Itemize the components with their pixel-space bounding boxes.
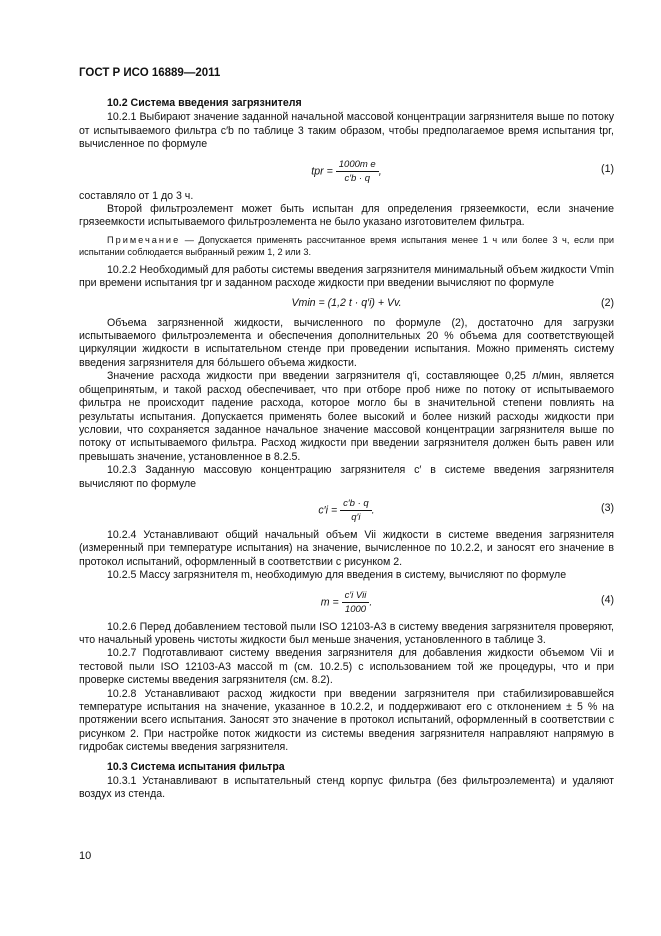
paragraph-10-2-2: 10.2.2 Необходимый для работы системы введения загрязнителя минимальный объем жидкости Vmin при времени испытания tpr и заданном расходе жидкости при введении вычисляют по формуле (79, 263, 614, 290)
formula-3-fraction (340, 497, 372, 525)
paragraph-10-3-1: 10.3.1 Устанавливают в испытательный стенд корпус фильтра (без фильтроэлемента) и удаляют воздух из стенда. (79, 775, 614, 801)
formula-4-lhs: m = (320, 596, 339, 609)
paragraph-flow-rate: Значение расхода жидкости при введении загрязнителя q′i, составляющее 0,25 л/мин, является общепринятым, и такой расход обеспечивает, что при отборе проб ниже по потоку от испытываемого фильтра не происходит падение расхода, которое могло бы в значительной степени повлиять на результаты испытания. Допускается применять более высокий и более низкий расходы жидкости при условии, что сохраняется заданное начальное значение массовой концентрации загрязнителя выше по потоку от испытываемого фильтра. Расход жидкости при введении загрязнителя должен быть равен или превышать значение, установленное в 8.2.5. (79, 370, 614, 463)
formula-3 (79, 491, 614, 529)
paragraph-10-2-4: 10.2.4 Устанавливают общий начальный объем Vii жидкости в системе введения загрязнителя (измеренный при температуре испытания) на значение, вычисленное по 10.2.2, и заносят его значение в протокол испытаний, оформленный в соответствии с рисунком 2. (79, 528, 614, 568)
paragraph-10-2-6: 10.2.6 Перед добавлением тестовой пыли ISO 12103-A3 в систему введения загрязнителя проверяют, что начальный уровень чистоты жидкости был меньше значения, установленного в таблице 3. (79, 620, 614, 646)
formula-1-denominator: c′b · q (344, 173, 371, 185)
formula-3-number: (3) (601, 501, 614, 514)
formula-1-number: (1) (601, 162, 614, 175)
section-title-10-2: 10.2 Система введения загрязнителя (107, 97, 302, 109)
formula-1-fraction (336, 158, 379, 186)
formula-4-number: (4) (601, 593, 614, 606)
document-body (79, 97, 614, 802)
paragraph-10-2-3: 10.2.3 Заданную массовую концентрацию загрязнителя c′ в системе введения загрязнителя вычисляют по формуле (79, 464, 614, 490)
formula-4-fraction (342, 589, 373, 617)
note (79, 234, 614, 258)
section-title-10-3: 10.3 Система испытания фильтра (107, 760, 285, 773)
formula-4-numerator: c′i Vii (342, 589, 370, 603)
formula-3-numerator: c′b · q (340, 497, 372, 511)
formula-1-numerator: 1000m e (336, 158, 379, 172)
formula-4-tail: . (369, 596, 373, 609)
formula-1 (79, 152, 614, 190)
paragraph-10-2-7: 10.2.7 Подготавливают систему введения загрязнителя для добавления жидкости объемом Vii и тестовой пыли ISO 12103-A3 массой m (см. 10.2.5) с использованием той же процедуры, что и при проверке системы введения загрязнителя (см. 8.2). (79, 647, 614, 687)
paragraph-10-2-1: 10.2.1 Выбирают значение заданной начальной массовой концентрации загрязнителя выше по потоку от испытываемого фильтра c′b по таблице 3 таким образом, чтобы предполагаемое время испытания tpr, вычисленное по формуле (79, 111, 614, 151)
formula-3-tail: . (371, 504, 375, 517)
formula-4-denominator: 1000 (344, 603, 367, 615)
formula-3-lhs: c′i = (318, 504, 338, 517)
paragraph-10-2-5: 10.2.5 Массу загрязнителя m, необходимую для введения в систему, вычисляют по формуле (107, 569, 567, 582)
formula-2-number: (2) (601, 296, 614, 309)
paragraph-continuation: составляло от 1 до 3 ч. (79, 189, 194, 202)
paragraph-second-element: Второй фильтроэлемент может быть испытан для определения грязеемкости, если значение грязеемкости испытываемого фильтроэлемента не было указано изготовителем фильтра. (79, 203, 614, 229)
paragraph-10-2-8: 10.2.8 Устанавливают расход жидкости при введении загрязнителя при стабилизировавшейся температуре испытания на значение, указанное в 10.2.2, и поддерживают его с отклонением ± 5 % на протяжении всего испытания. Заносят это значение в протокол испытаний, оформленный в соответствии с рисунком 2. При настройке поток жидкости из системы введения загрязнителя направляют напрямую в гидробак системы введения загрязнителя. (79, 687, 614, 754)
formula-1-lhs: tpr = (311, 165, 333, 178)
formula-4 (79, 583, 614, 621)
page-number: 10 (79, 850, 92, 862)
formula-2-expression: Vmin = (1,2 t · q′i) + Vv. (291, 296, 402, 309)
document-header: ГОСТ Р ИСО 16889—2011 (79, 67, 221, 79)
note-text: — Допускается применять рассчитанное время испытания менее 1 ч или более 3 ч, если при испытании соблюдается выбранный режим 1, 2 или 3. (79, 234, 614, 257)
note-label: Примечание (107, 234, 181, 245)
paragraph-volume: Объема загрязненной жидкости, вычисленного по формуле (2), достаточно для загрузки испытываемого фильтроэлемента и обеспечения дополнительных 20 % объема для соответствующей циркуляции жидкости в испытательном стенде при проведении испытания. Можно применять систему введения загрязнителя для бо́льшего объема жидкости. (79, 316, 614, 369)
formula-1-tail: , (378, 165, 382, 178)
formula-2 (79, 291, 614, 317)
formula-3-denominator: q′i (351, 512, 361, 524)
